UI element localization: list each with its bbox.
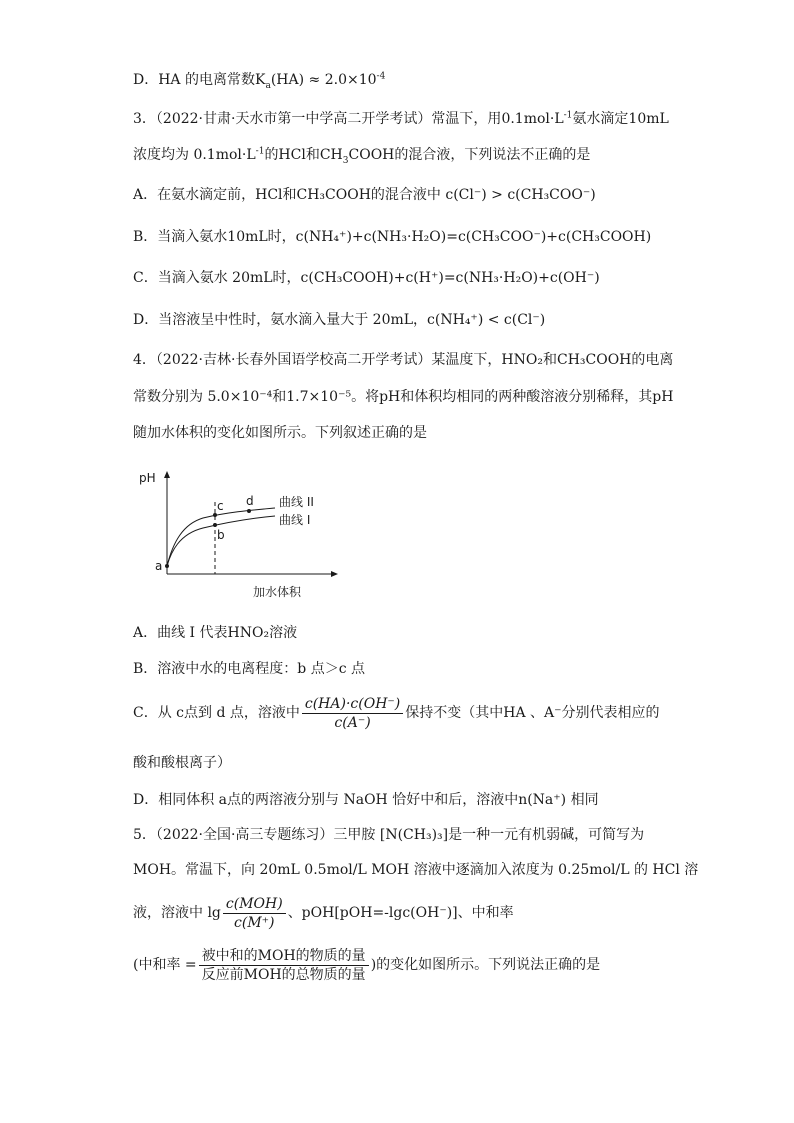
point-a-label: a	[155, 559, 163, 573]
q3-stem-line1	[133, 109, 669, 129]
q5-stem4-pre: (中和率 =	[133, 957, 197, 973]
ka-value: (HA) ≈ 2.0×10	[270, 72, 377, 88]
q4-stem-line1: 4．（2022·吉林·长春外国语学校高二开学考试）某温度下，HNO₂和CH₃COOH的电离	[133, 352, 674, 368]
q5-stem3-post: 、pOH[pOH=-lgc(OH⁻)]、中和率	[287, 905, 514, 921]
q3-stem2-mid: 的HCl和CH	[264, 147, 343, 163]
y-axis-label: pH	[139, 471, 156, 485]
fraction-numerator: c(HA)·c(OH⁻)	[302, 695, 403, 714]
q4-stem-line3: 随加水体积的变化如图所示。下列叙述正确的是	[133, 425, 427, 441]
point-c-label: c	[217, 499, 224, 513]
q3-stem-text: 3．（2022·甘肃·天水市第一中学高二开学考试）常温下，用	[133, 111, 502, 127]
point-b	[213, 523, 217, 527]
ka-subscript: a	[265, 80, 271, 91]
point-c	[213, 513, 217, 517]
x-axis-label: 加水体积	[253, 585, 302, 599]
lg-fraction	[223, 895, 286, 932]
ka-symbol: K	[255, 72, 266, 88]
q4-option-c-post: 保持不变（其中HA 、A⁻分别代表相应的	[405, 705, 660, 721]
unit-exponent: -1	[255, 146, 265, 157]
q2-option-d	[133, 70, 385, 90]
neutralization-denominator: 反应前MOH的总物质的量	[201, 966, 366, 983]
neutralization-numerator: 被中和的MOH的物质的量	[199, 947, 369, 966]
lg-denominator: c(M⁺)	[234, 914, 275, 931]
point-d	[247, 509, 251, 513]
x-axis-arrow	[331, 571, 338, 577]
q4-option-c-line2: 酸和酸根离子）	[133, 755, 231, 771]
ph-dilution-figure	[133, 462, 353, 604]
subscript-3: 3	[342, 155, 349, 166]
neutralization-fraction	[199, 947, 369, 984]
q3-stem2-tail: COOH的混合液，下列说法不正确的是	[348, 147, 591, 163]
q4-option-d: D．相同体积 a点的两溶液分别与 NaOH 恰好中和后，溶液中n(Na⁺) 相同	[133, 792, 599, 808]
q5-stem-line4	[133, 945, 600, 985]
q3-option-d: D．当溶液呈中性时，氨水滴入量大于 20mL，c(NH₄⁺) < c(Cl⁻)	[133, 312, 546, 328]
unit-exponent: -1	[563, 110, 573, 121]
q3-option-c: C．当滴入氨水 20mL时，c(CH₃COOH)+c(H⁺)=c(NH₃·H₂O)+c(OH⁻)	[133, 270, 600, 286]
point-d-label: d	[246, 494, 254, 508]
curve-ii-label: 曲线 II	[279, 495, 314, 509]
q3-stem-text-tail: 氨水滴定10mL	[572, 111, 669, 127]
q5-stem3-pre: 液，溶液中 lg	[133, 905, 221, 921]
q4-option-a: A．曲线 I 代表HNO₂溶液	[133, 625, 298, 641]
q4-stem-line2: 常数分别为 5.0×10⁻⁴和1.7×10⁻⁵。将pH和体积均相同的两种酸溶液分别稀释，其pH	[133, 389, 674, 405]
y-axis-arrow	[164, 471, 170, 478]
q5-stem-line2: MOH。常温下，向 20mL 0.5mol/L MOH 溶液中逐滴加入浓度为 0.25mol/L 的 HCl 溶	[133, 862, 699, 878]
q3-option-a: A．在氨水滴定前，HCl和CH₃COOH的混合液中 c(Cl⁻) > c(CH₃COO⁻)	[133, 187, 596, 203]
point-a	[165, 564, 169, 568]
q4-option-c	[133, 693, 660, 733]
curve-i-label: 曲线 I	[279, 513, 311, 527]
ka-exponent: -4	[376, 71, 386, 82]
q3-option-b: B．当滴入氨水10mL时，c(NH₄⁺)+c(NH₃·H₂O)=c(CH₃COO⁻)+c(CH₃COOH)	[133, 229, 652, 245]
q3-stem-line2	[133, 145, 590, 165]
fraction-denominator: c(A⁻)	[334, 714, 371, 731]
q2-option-d-label: D．HA 的电离常数	[133, 72, 255, 88]
q5-stem-line1: 5．（2022·全国·高三专题练习）三甲胺 [N(CH₃)₃]是一种一元有机弱碱，可简写为	[133, 827, 645, 843]
point-b-label: b	[217, 528, 225, 542]
q4-option-c-pre: C．从 c点到 d 点，溶液中	[133, 705, 300, 721]
lg-numerator: c(MOH)	[223, 895, 286, 914]
q4-option-c-fraction	[302, 695, 403, 732]
q3-stem2-text: 浓度均为 0.1mol·L	[133, 147, 256, 163]
q4-option-b: B．溶液中水的电离程度：b 点＞c 点	[133, 661, 365, 677]
q5-stem-line3	[133, 893, 514, 933]
q5-stem4-post: )的变化如图所示。下列说法正确的是	[370, 957, 601, 973]
q3-concentration: 0.1mol·L	[501, 111, 564, 127]
